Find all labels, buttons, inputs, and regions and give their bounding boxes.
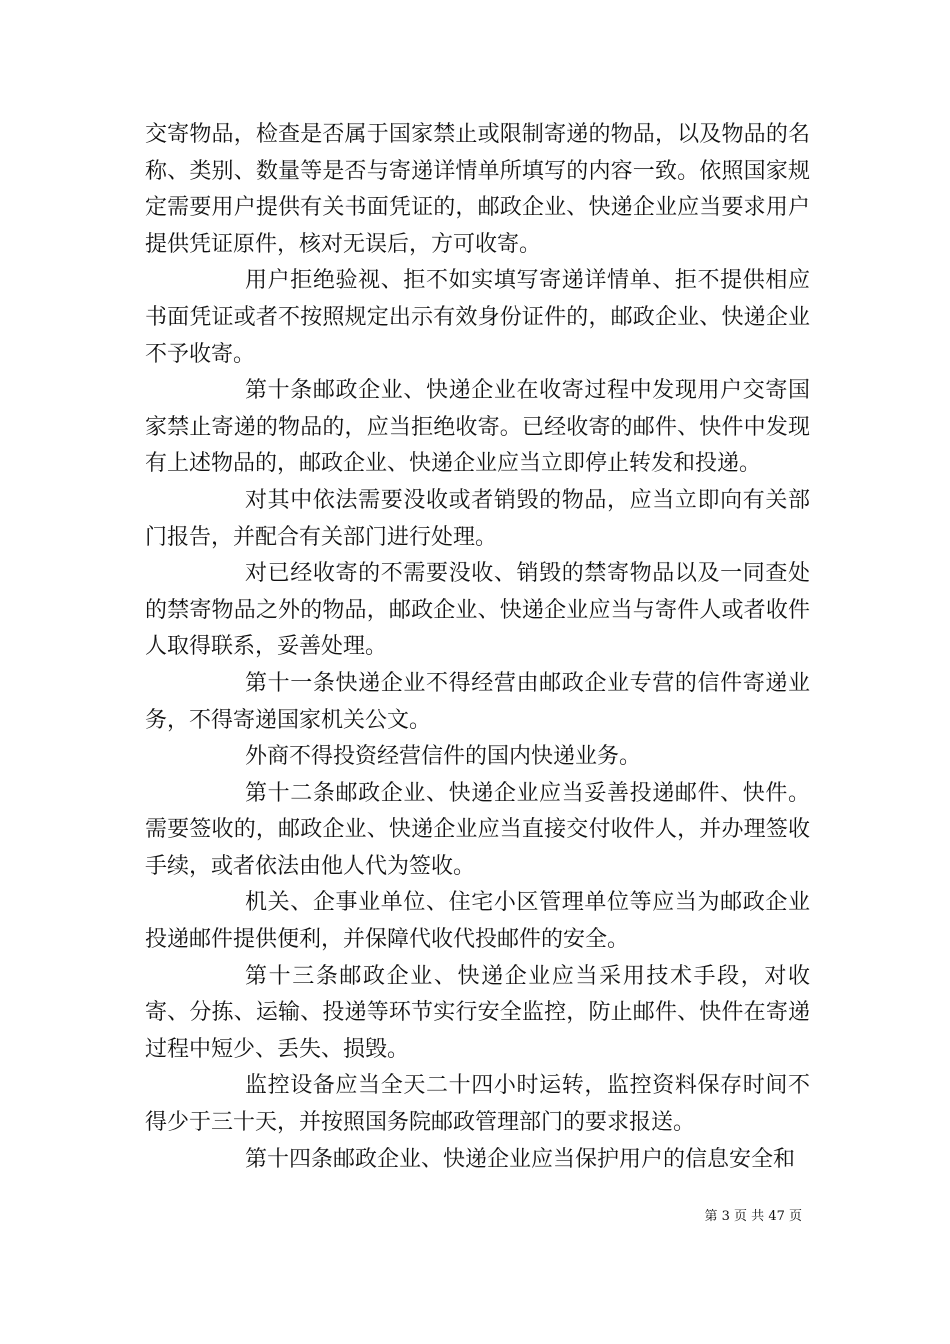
- paragraph: 监控设备应当全天二十四小时运转，监控资料保存时间不得少于三十天，并按照国务院邮政管理部门的要求报送。: [145, 1073, 810, 1136]
- paragraph: 用户拒绝验视、拒不如实填写寄递详情单、拒不提供相应书面凭证或者不按照规定出示有效身份证件的，邮政企业、快递企业不予收寄。: [145, 268, 810, 367]
- paragraph: 交寄物品，检查是否属于国家禁止或限制寄递的物品，以及物品的名称、类别、数量等是否与寄递详情单所填写的内容一致。依照国家规定需要用户提供有关书面凭证的，邮政企业、快递企业应当要求用户提供凭证原件，核对无误后，方可收寄。: [145, 122, 810, 257]
- paragraph: 第十三条邮政企业、快递企业应当采用技术手段，对收寄、分拣、运输、投递等环节实行安全监控，防止邮件、快件在寄递过程中短少、丢失、损毁。: [145, 963, 810, 1062]
- paragraph: 外商不得投资经营信件的国内快递业务。: [245, 744, 642, 770]
- paragraph: 第十四条邮政企业、快递企业应当保护用户的信息安全和: [245, 1146, 796, 1172]
- page-number-footer: 第 3 页 共 47 页: [704, 1209, 802, 1224]
- paragraph: 对已经收寄的不需要没收、销毁的禁寄物品以及一同查处的禁寄物品之外的物品，邮政企业、快递企业应当与寄件人或者收件人取得联系，妥善处理。: [145, 561, 810, 660]
- paragraph: 第十二条邮政企业、快递企业应当妥善投递邮件、快件。需要签收的，邮政企业、快递企业应当直接交付收件人，并办理签收手续，或者依法由他人代为签收。: [145, 780, 810, 879]
- paragraph: 第十条邮政企业、快递企业在收寄过程中发现用户交寄国家禁止寄递的物品的，应当拒绝收寄。已经收寄的邮件、快件中发现有上述物品的，邮政企业、快递企业应当立即停止转发和投递。: [145, 378, 810, 477]
- paragraph: 第十一条快递企业不得经营由邮政企业专营的信件寄递业务，不得寄递国家机关公文。: [145, 670, 810, 733]
- document-body: [145, 117, 810, 1178]
- paragraph: 对其中依法需要没收或者销毁的物品，应当立即向有关部门报告，并配合有关部门进行处理。: [145, 487, 810, 550]
- paragraph: 机关、企事业单位、住宅小区管理单位等应当为邮政企业投递邮件提供便利，并保障代收代投邮件的安全。: [145, 890, 810, 953]
